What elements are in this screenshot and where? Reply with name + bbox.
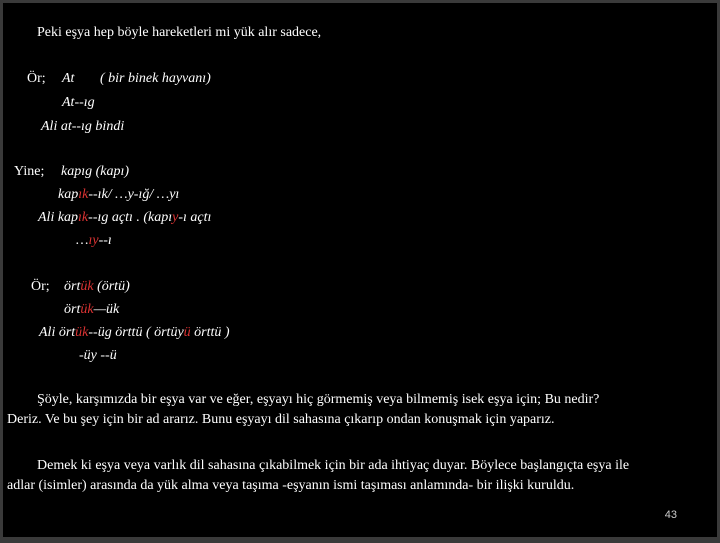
- example3-label: Ör;: [31, 279, 50, 294]
- paragraph1-line2: Deriz. Ve bu şey için bir ad ararız. Bunu eşyayı dil sahasına çıkarıp ondan konuşmak için yaparız.: [7, 412, 555, 427]
- paragraph2-line1: Demek ki eşya veya varlık dil sahasına çıkabilmek için bir ada ihtiyaç duyar. Böylece başlangıçta eşya ile: [37, 458, 630, 473]
- example3-line1: örtük (örtü): [64, 279, 130, 294]
- example3-line2: örtük—ük: [64, 302, 120, 317]
- slide: [3, 3, 717, 537]
- example1-label: Ör;: [27, 71, 46, 86]
- page-number: 43: [664, 509, 677, 521]
- example2-label: Yine;: [14, 164, 45, 179]
- example1-form: At--ıg: [62, 95, 95, 110]
- paragraph1-line1: Şöyle, karşımızda bir eşya var ve eğer, eşyayı hiç görmemiş veya bilmemiş isek eşya için; Bu nedir?: [37, 392, 600, 407]
- example2-line3: Ali kapık--ıg açtı . (kapıy-ı açtı: [38, 210, 212, 225]
- example3-line4: -üy --ü: [79, 348, 117, 363]
- intro-line: Peki eşya hep böyle hareketleri mi yük alır sadece,: [37, 25, 322, 40]
- example2-line4: …ıy--ı: [76, 233, 112, 248]
- example1-gloss: ( bir binek hayvanı): [100, 71, 211, 86]
- example1-word: At: [62, 71, 75, 86]
- paragraph2-line2: adlar (isimler) arasında da yük alma veya taşıma -eşyanın ismi taşıması anlamında- bir ilişki kuruldu.: [7, 478, 575, 493]
- example2-line2: kapık--ık/ …y-ığ/ …yı: [58, 187, 180, 202]
- example1-sentence: Ali at--ıg bindi: [41, 119, 125, 134]
- example2-line1: kapıg (kapı): [61, 164, 130, 179]
- example3-line3: Ali örtük--üg örttü ( örtüyü örttü ): [39, 325, 230, 340]
